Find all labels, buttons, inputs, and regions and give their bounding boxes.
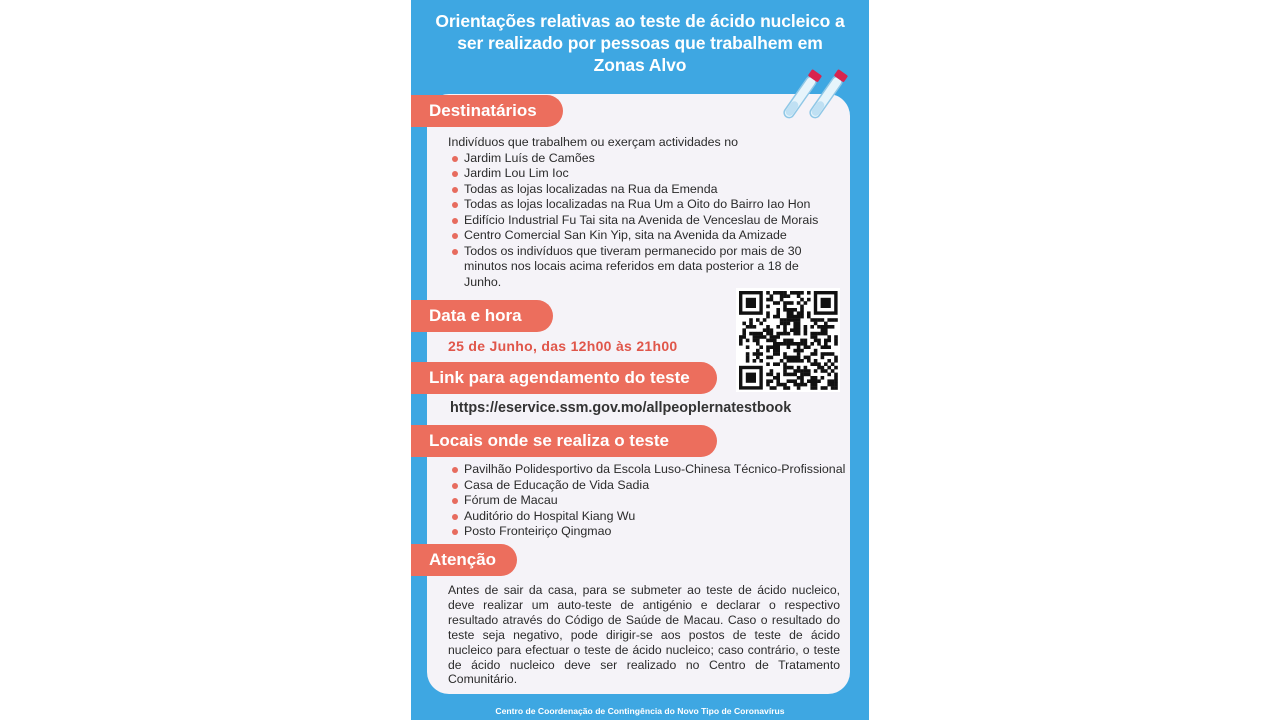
atencao-text: Antes de sair da casa, para se submeter ao teste de ácido nucleico, deve realizar um auto-teste de antigénio e declarar o respectivo resultado através do Código de Saúde de Macau. Caso o resultado do teste seja negativo, pode dirigir-se aos postos de teste de ácido nucleico para efectuar o teste de ácido nucleico; caso contrário, o teste de ácido nucleico deve ser realizado no Centro de Tratamento Comunitário.	[448, 583, 840, 687]
list-item: Centro Comercial San Kin Yip, sita na Avenida da Amizade	[448, 228, 843, 244]
section-heading-destinatarios: Destinatários	[411, 95, 563, 127]
section-heading-atencao: Atenção	[411, 544, 517, 576]
list-item: Jardim Luís de Camões	[448, 151, 843, 167]
list-item: Todas as lojas localizadas na Rua da Emenda	[448, 182, 843, 198]
list-item: Jardim Lou Lim Ioc	[448, 166, 843, 182]
list-item: Posto Fronteiriço Qingmao	[448, 524, 858, 540]
list-item: Auditório do Hospital Kiang Wu	[448, 509, 858, 525]
locais-body	[448, 462, 858, 540]
list-item: Todos os indivíduos que tiveram permanecido por mais de 30 minutos nos locais acima referidos em data posterior a 18 de Junho.	[448, 244, 819, 291]
destinatarios-intro: Indivíduos que trabalhem ou exerçam actividades no	[448, 135, 738, 149]
list-item: Casa de Educação de Vida Sadia	[448, 478, 858, 494]
title-line-1: Orientações relativas ao teste de ácido nucleico a	[435, 11, 845, 31]
date-time-value: 25 de Junho, das 12h00 às 21h00	[448, 338, 678, 354]
list-item: Edifício Industrial Fu Tai sita na Avenida de Venceslau de Morais	[448, 213, 843, 229]
qr-code[interactable]	[736, 288, 840, 392]
destinatarios-list	[448, 151, 843, 291]
destinatarios-body	[448, 135, 843, 290]
locais-list	[448, 462, 858, 540]
list-item: Fórum de Macau	[448, 493, 858, 509]
list-item: Todas as lojas localizadas na Rua Um a Oito do Bairro Iao Hon	[448, 197, 843, 213]
section-heading-locais: Locais onde se realiza o teste	[411, 425, 717, 457]
title-line-2: ser realizado por pessoas que trabalhem em	[457, 33, 823, 53]
test-tubes-icon	[782, 66, 852, 126]
list-item: Pavilhão Polidesportivo da Escola Luso-Chinesa Técnico-Profissional	[448, 462, 858, 478]
section-heading-data-hora: Data e hora	[411, 300, 553, 332]
section-heading-link: Link para agendamento do teste	[411, 362, 717, 394]
booking-link[interactable]: https://eservice.ssm.gov.mo/allpeoplernatestbook	[450, 400, 792, 416]
footer-text: Centro de Coordenação de Contingência do Novo Tipo de Coronavírus	[495, 706, 785, 716]
title-line-3: Zonas Alvo	[593, 55, 687, 75]
